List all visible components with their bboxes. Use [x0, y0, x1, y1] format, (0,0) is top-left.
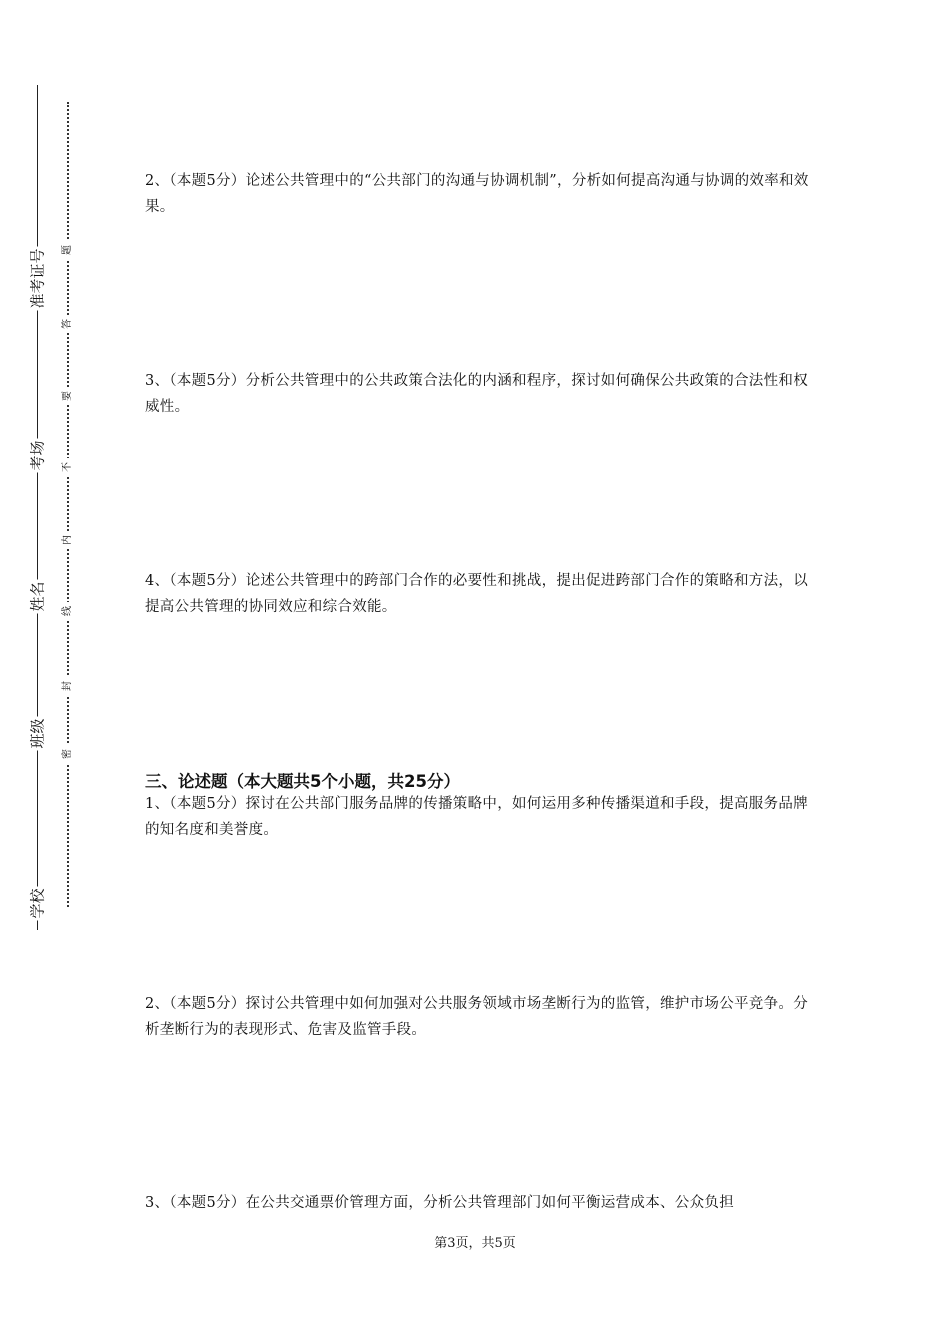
question-text: 2、（本题5分）探讨公共管理中如何加强对公共服务领域市场垄断行为的监管，维护市场公平竞争。分析垄断行为的表现形式、危害及监管手段。 — [145, 996, 808, 1038]
field-name: 姓名 — [28, 581, 47, 612]
seal-char: 题 — [62, 241, 74, 259]
seal-dotted-line — [67, 102, 69, 907]
question-text: 4、（本题5分）论述公共管理中的跨部门合作的必要性和挑战，提出促进跨部门合作的策略和方法，以提高公共管理的协同效应和综合效能。 — [145, 573, 808, 615]
field-class: 班级 — [28, 718, 47, 749]
binding-line — [37, 85, 38, 930]
field-exam-number: 准考证号 — [28, 248, 47, 309]
question-text: 2、（本题5分）论述公共管理中的“公共部门的沟通与协调机制”，分析如何提高沟通与协调的效率和效果。 — [145, 173, 809, 215]
page-footer: 第3页，共5页 — [434, 1236, 516, 1251]
seal-char: 封 — [62, 677, 74, 695]
field-school: 学校 — [28, 888, 47, 919]
section-title: 三、论述题（本大题共5个小题，共25分） — [145, 772, 460, 791]
seal-char: 要 — [62, 387, 74, 405]
field-exam-room: 考场 — [28, 440, 47, 471]
seal-char: 密 — [62, 745, 74, 763]
question-text: 3、（本题5分）分析公共管理中的公共政策合法化的内涵和程序，探讨如何确保公共政策的合法性和权威性。 — [145, 373, 808, 415]
question-text: 3、（本题5分）在公共交通票价管理方面，分析公共管理部门如何平衡运营成本、公众负担 — [145, 1195, 734, 1211]
seal-char: 线 — [62, 602, 74, 620]
seal-char: 内 — [62, 531, 74, 549]
question-text: 1、（本题5分）探讨在公共部门服务品牌的传播策略中，如何运用多种传播渠道和手段，提高服务品牌的知名度和美誉度。 — [145, 796, 808, 838]
seal-char: 不 — [62, 458, 74, 476]
seal-char: 答 — [62, 315, 74, 333]
